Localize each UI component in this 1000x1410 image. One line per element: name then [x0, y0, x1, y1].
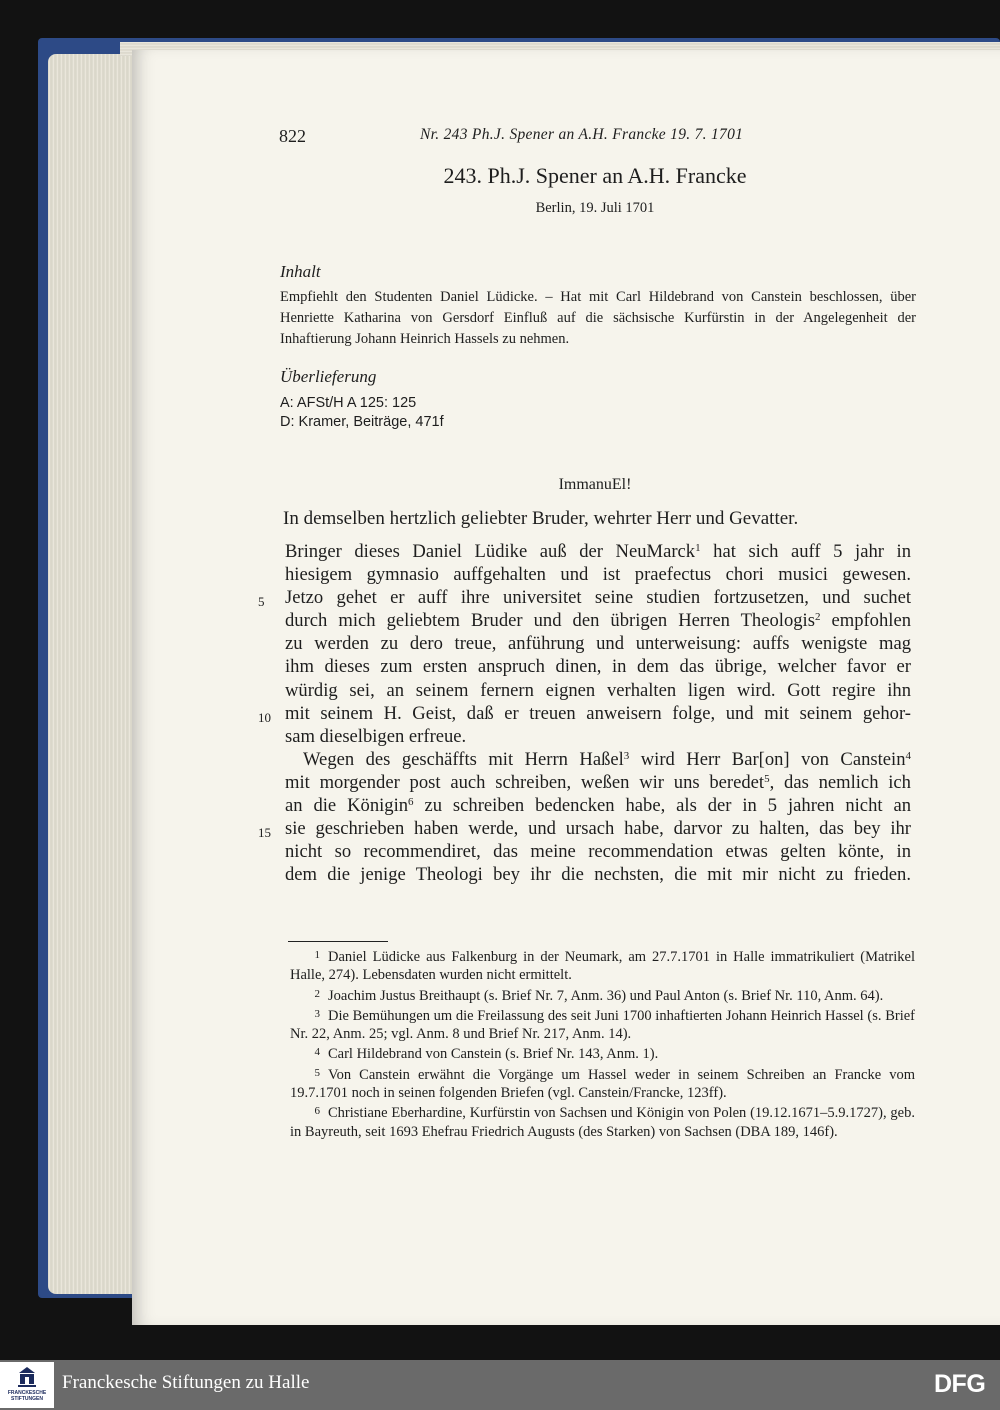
- body-line: dem die jenige Theologi bey ihr die nechsten, die mit mir nicht zu frieden.: [285, 864, 911, 886]
- source-archive: A: AFSt/H A 125: 125: [280, 395, 417, 411]
- body-line: zu werden zu dero treue, anführung und unterweisung: auffs wenigste mag: [285, 633, 911, 655]
- page-number: 822: [279, 126, 306, 146]
- body-line: an die Königin$^6$ zu schreiben bedencken habe, als der in 5 jahren nicht an: [285, 795, 911, 817]
- body-line: Bringer dieses Daniel Lüdike auß der NeuMarck$^1$ hat sich auff 5 jahr in: [285, 541, 911, 562]
- footnote-number: 1: [314, 949, 320, 961]
- logo-text: FRANCKESCHE STIFTUNGEN: [7, 1390, 47, 1402]
- inhalt-heading: Inhalt: [280, 262, 321, 281]
- institution-name: Franckesche Stiftungen zu Halle: [62, 1372, 310, 1393]
- body-line: nicht so recommendiret, das meine recommendation etwas gelten könte, in: [285, 841, 911, 863]
- line-number: 15: [258, 825, 271, 840]
- footnote-ref[interactable]: 1: [695, 542, 701, 554]
- footnote: 4 Carl Hildebrand von Canstein (s. Brief Nr. 143, Anm. 1).: [290, 1043, 915, 1063]
- dfg-logo[interactable]: DFG: [934, 1370, 986, 1398]
- footnote-rule: [288, 941, 388, 942]
- footnote: 5 Von Canstein erwähnt die Vorgänge um Hassel weder in seinem Schreiben an Francke vom 19.7.1701 noch in seinen folgenden Briefen (vgl. Canstein/Francke, 123ff).: [290, 1064, 915, 1103]
- ueberlieferung-heading: Überlieferung: [280, 367, 377, 386]
- body-line: mit morgender post auch schreiben, weßen wir uns beredet$^5$, das nemlich ich: [285, 771, 911, 793]
- footnote: 6 Christiane Eberhardine, Kurfürstin von Sachsen und Königin von Polen (19.12.1671–5.9.1727), geb. in Bayreuth, seit 1693 Ehefrau Friedrich Augusts (des Starken) von Sachsen (DBA 189, 146f).: [290, 1102, 915, 1141]
- institution-logo-icon: [17, 1366, 37, 1388]
- body-line: sie geschrieben haben werde, und ursach habe, darvor zu halten, das bey ihr: [285, 818, 911, 840]
- letter-body: [285, 540, 911, 886]
- footnote-ref[interactable]: 6: [408, 796, 414, 809]
- greeting: In demselben hertzlich geliebter Bruder, wehrter Herr und Gevatter.: [283, 508, 799, 529]
- line-number: 10: [258, 710, 271, 725]
- footnote: 2 Joachim Justus Breithaupt (s. Brief Nr. 7, Anm. 36) und Paul Anton (s. Brief Nr. 110, Anm. 64).: [290, 985, 915, 1005]
- footnote-ref[interactable]: 5: [764, 772, 770, 785]
- salutation: ImmanuEl!: [558, 476, 632, 493]
- footnote: 3 Die Bemühungen um die Freilassung des seit Juni 1700 inhaftierten Johann Heinrich Hassel (s. Brief Nr. 22, Anm. 25; vgl. Anm. 8 und Brief Nr. 217, Anm. 14).: [290, 1005, 915, 1044]
- institution-logo[interactable]: [0, 1362, 54, 1408]
- letter-title: 243. Ph.J. Spener an A.H. Francke: [443, 163, 747, 188]
- body-line: hiesigem gymnasio auffgehalten und ist praefectus chori musici gewesen.: [285, 564, 911, 586]
- source-print: D: Kramer, Beiträge, 471f: [280, 414, 444, 430]
- footnote: 1 Daniel Lüdicke aus Falkenburg in der Neumark, am 27.7.1701 in Halle immatrikuliert (Matrikel Halle, 274). Lebensdaten wurden nicht ermittelt.: [290, 946, 915, 985]
- body-line: ihm dieses zum ersten anspruch dinen, in dem das übrige, welcher favor er: [285, 656, 911, 678]
- body-line: Jetzo gehet er auff ihre universitet seine studien fortzusetzen, und suchet: [285, 587, 911, 609]
- letter-dateline: Berlin, 19. Juli 1701: [535, 200, 655, 216]
- body-line: sam dieselbigen erfreue.: [285, 725, 467, 747]
- footnotes: [290, 946, 915, 1141]
- footnote-ref[interactable]: 2: [814, 611, 821, 624]
- running-title: Nr. 243 Ph.J. Spener an A.H. Francke 19. 7. 1701: [420, 126, 744, 143]
- footnote-number: 6: [314, 1105, 320, 1118]
- body-line: durch mich geliebtem Bruder und den übrigen Herren Theologis$^2$ empfohlen: [285, 610, 911, 632]
- body-line: mit seinem H. Geist, daß er treuen anweisern folge, und mit seinem gehor-: [285, 702, 911, 724]
- inhalt-summary: Empfiehlt den Studenten Daniel Lüdicke. – Hat mit Carl Hildebrand von Canstein beschlossen, über Henriette Katharina von Gersdorf Einfluß auf die sächsische Kurfürstin in der Angelegenheit der Inhaftierung Johann Heinrich Hassels zu nehmen.: [280, 289, 916, 347]
- footnote-ref[interactable]: 3: [623, 749, 630, 762]
- body-line: Wegen des geschäffts mit Herrn Haßel$^3$ wird Herr Bar[on] von Canstein$^4$: [303, 748, 911, 770]
- footnote-ref[interactable]: 4: [905, 749, 911, 762]
- footnote-number: 2: [314, 987, 320, 1000]
- footnote-number: 3: [314, 1007, 320, 1020]
- footnote-number: 4: [314, 1046, 320, 1059]
- line-number: 5: [258, 594, 265, 609]
- body-line: würdig sei, an seinem fernern eignen verhalten ligen wird. Gott regire ihn: [285, 679, 911, 701]
- footnote-number: 5: [314, 1066, 320, 1079]
